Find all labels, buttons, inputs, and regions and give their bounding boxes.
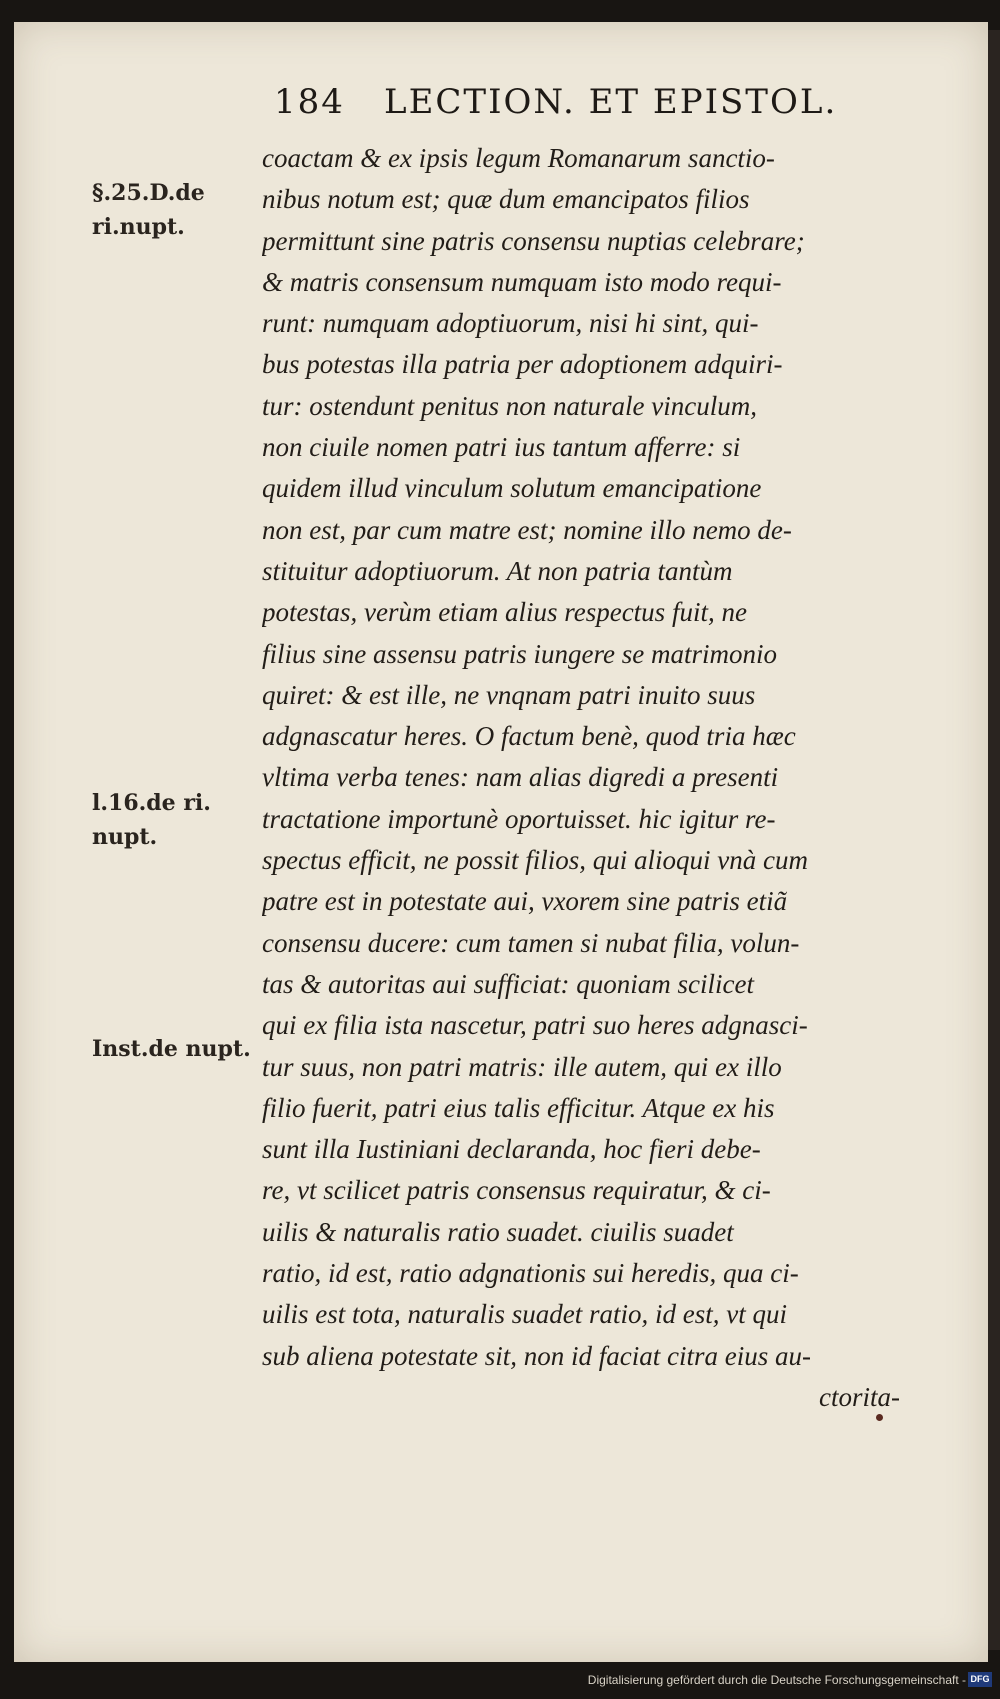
text-line: uilis & naturalis ratio suadet. ciuilis suadet [262,1216,734,1247]
digitization-credit: Digitalisierung gefördert durch die Deutsche Forschungsgemeinschaft - [587,1673,966,1687]
text-line: consensu ducere: cum tamen si nubat filia, volun- [262,927,800,958]
margin-note: Inst.de nupt. [92,1036,251,1062]
text-line: quiret: & est ille, ne vnqnam patri inuito suus [262,679,756,710]
text-line: non ciuile nomen patri ius tantum afferre: si [262,432,741,463]
text-line: bus potestas illa patria per adoptionem adquiri- [262,349,783,380]
text-line: tas & autoritas aui sufficiat: quoniam scilicet [262,968,754,999]
text-line: & matris consensum numquam isto modo requi- [262,266,782,297]
text-line: vltima verba tenes: nam alias digredi a presenti [262,762,779,793]
ink-speck [876,1414,883,1421]
text-line: nibus notum est; quæ dum emancipatos filios [262,184,750,215]
text-line: potestas, verùm etiam alius respectus fuit, ne [262,597,747,628]
text-line: non est, par cum matre est; nomine illo nemo de- [262,514,792,545]
text-line: patre est in potestate aui, vxorem sine patris etiã [262,886,788,917]
text-line: tur: ostendunt penitus non naturale vinculum, [262,390,757,421]
text-line: ratio, id est, ratio adgnationis sui heredis, qua ci- [262,1258,799,1289]
running-head [274,82,914,132]
text-line: ctorita- [819,1381,900,1412]
text-line: tur suus, non patri matris: ille autem, qui ex illo [262,1051,782,1082]
margin-note: §.25.D.de ri.nupt. [92,180,205,240]
body-text [262,138,928,1418]
margin-note: l.16.de ri. nupt. [92,790,211,850]
text-line: stituitur adoptiuorum. At non patria tantùm [262,555,733,586]
page-number: 184 [274,82,345,122]
text-line: coactam & ex ipsis legum Romanarum sanctio- [262,143,775,173]
running-title: LECTION. ET EPISTOL. [384,82,838,122]
text-line: quidem illud vinculum solutum emancipatione [262,473,762,504]
text-line: runt: numquam adoptiuorum, nisi hi sint, qui- [262,308,759,339]
text-line: spectus efficit, ne possit filios, qui alioqui vnà cum [262,845,808,876]
dfg-logo: DFG [968,1672,992,1687]
text-line: sunt illa Iustiniani declaranda, hoc fieri debe- [262,1134,761,1165]
text-line: uilis est tota, naturalis suadet ratio, id est, vt qui [262,1299,788,1330]
text-line: re, vt scilicet patris consensus requiratur, & ci- [262,1175,771,1206]
text-line: filio fuerit, patri eius talis efficitur. Atque ex his [262,1092,775,1123]
text-line: qui ex filia ista nascetur, patri suo heres adgnasci- [262,1010,808,1041]
text-line: sub aliena potestate sit, non id faciat citra eius au- [262,1340,811,1371]
text-line: filius sine assensu patris iungere se matrimonio [262,638,778,669]
text-line: permittunt sine patris consensu nuptias celebrare; [262,225,805,256]
text-line: adgnascatur heres. O factum benè, quod tria hæc [262,721,796,752]
text-line: tractatione importunè oportuisset. hic igitur re- [262,803,776,834]
book-edge [988,30,1000,1650]
